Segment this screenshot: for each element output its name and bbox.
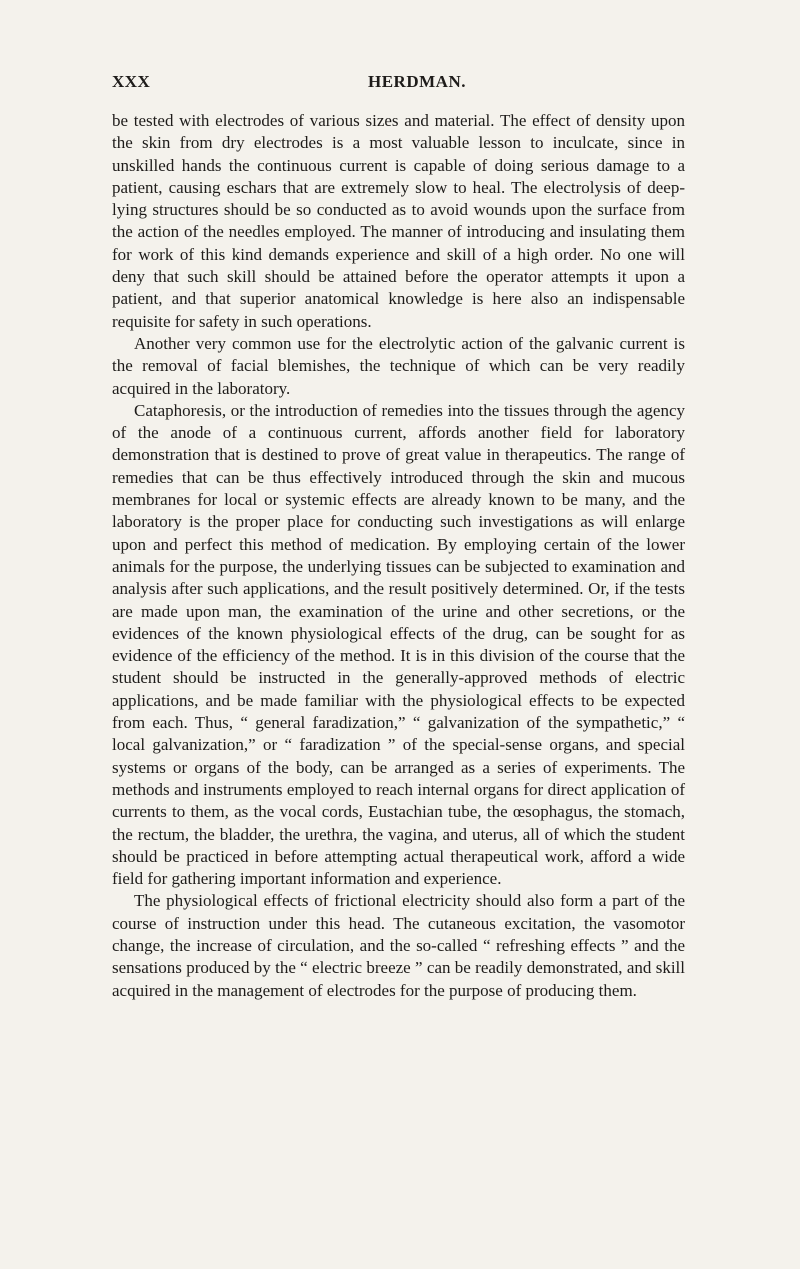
body-text	[112, 110, 685, 1002]
paragraph: The physiological effects of frictional electricity should also form a part of the course of instruction under this head. The cutaneous excitation, the vasomotor change, the increase of circulation, and the so-called “ refreshing effects ” and the sensations produced by the “ electric breeze ” can be readily demonstrated, and skill acquired in the management of electrodes for the purpose of producing them.	[112, 891, 685, 1000]
paragraph: Cataphoresis, or the introduction of remedies into the tissues through the agency of the anode of a continuous current, affords another field for laboratory demonstration that is destined to prove of great value in therapeutics. The range of remedies that can be thus effectively introduced through the skin and mucous membranes for local or systemic effects are already known to be many, and the laboratory is the proper place for conducting such investigations as will enlarge upon and perfect this method of medication. By employing certain of the lower animals for the purpose, the underlying tissues can be subjected to examination and analysis after such applications, and the result positively determined. Or, if the tests are made upon man, the examination of the urine and other secretions, or the evidences of the known physiological effects of the drug, can be sought for as evidence of the efficiency of the method. It is in this division of the course that the student should be instructed in the generally-approved methods of electric applications, and be made familiar with the physiological effects to be expected from each. Thus, “ general faradization,” “ galvanization of the sympathetic,” “ local galvanization,” or “ faradization ” of the special-sense organs, and special systems or organs of the body, can be arranged as a series of experiments. The methods and instruments employed to reach internal organs for direct application of currents to them, as the vocal cords, Eustachian tube, the œsophagus, the stomach, the rectum, the bladder, the urethra, the vagina, and uterus, all of which the student should be practiced in before attempting actual therapeutical work, afford a wide field for gathering important information and experience.	[112, 400, 685, 889]
running-head	[112, 72, 686, 96]
running-title: HERDMAN.	[368, 72, 466, 91]
paragraph: be tested with electrodes of various sizes and material. The effect of density upon the skin from dry electrodes is a most valuable lesson to inculcate, since in unskilled hands the continuous current is capable of doing serious damage to a patient, causing eschars that are extremely slow to heal. The electrolysis of deep-lying structures should be so conducted as to avoid wounds upon the surface from the action of the needles employed. The manner of introducing and insulating them for work of this kind demands experience and skill of a high order. No one will deny that such skill should be attained before the operator attempts it upon a patient, and that superior anatomical knowledge is here also an indispensable requisite for safety in such operations.	[112, 111, 685, 331]
page-number: XXX	[112, 72, 151, 91]
paragraph: Another very common use for the electrolytic action of the galvanic current is the removal of facial blemishes, the technique of which can be very readily acquired in the laboratory.	[112, 333, 685, 398]
